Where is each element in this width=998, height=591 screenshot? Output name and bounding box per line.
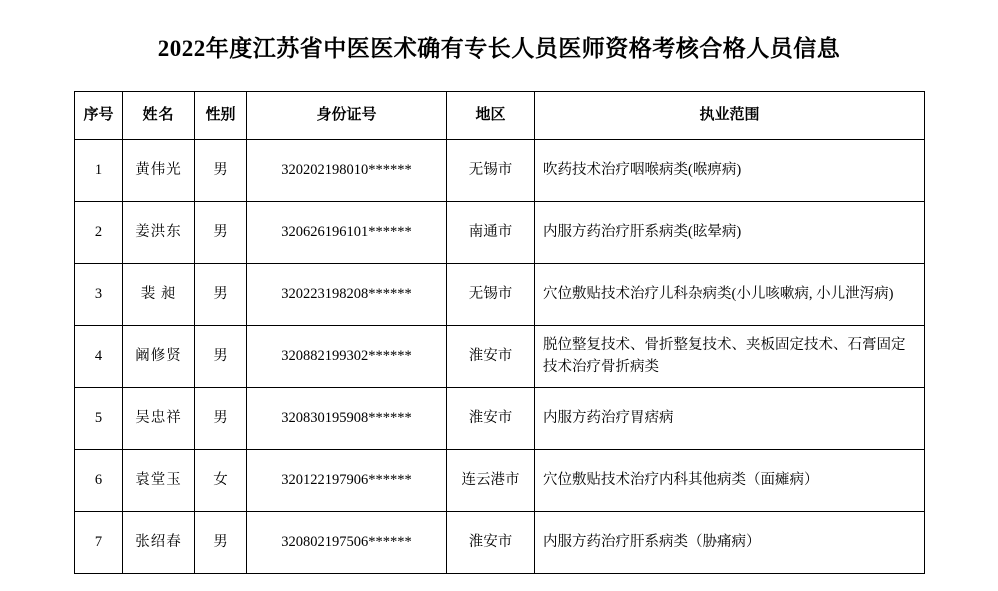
- cell-name: 黄伟光: [123, 140, 195, 202]
- cell-gender: 男: [195, 512, 247, 574]
- cell-region: 无锡市: [447, 140, 535, 202]
- cell-scope: 吹药技术治疗咽喉病类(喉痹病): [535, 140, 925, 202]
- table-container: [0, 91, 998, 574]
- cell-region: 淮安市: [447, 512, 535, 574]
- cell-name: 阚修贤: [123, 326, 195, 388]
- cell-name: 袁堂玉: [123, 450, 195, 512]
- cell-region: 无锡市: [447, 264, 535, 326]
- cell-id-number: 320802197506******: [247, 512, 447, 574]
- qualified-personnel-table: [74, 91, 925, 574]
- cell-region: 淮安市: [447, 326, 535, 388]
- cell-region: 南通市: [447, 202, 535, 264]
- cell-index: 7: [75, 512, 123, 574]
- table-row: [75, 140, 925, 202]
- cell-id-number: 320882199302******: [247, 326, 447, 388]
- column-header-index: 序号: [75, 92, 123, 140]
- table-body: [75, 140, 925, 574]
- cell-scope: 脱位整复技术、骨折整复技术、夹板固定技术、石膏固定技术治疗骨折病类: [535, 326, 925, 388]
- cell-region: 淮安市: [447, 388, 535, 450]
- cell-index: 4: [75, 326, 123, 388]
- cell-region: 连云港市: [447, 450, 535, 512]
- table-row: [75, 202, 925, 264]
- cell-gender: 男: [195, 326, 247, 388]
- column-header-region: 地区: [447, 92, 535, 140]
- cell-scope: 内服方药治疗肝系病类(眩晕病): [535, 202, 925, 264]
- column-header-name: 姓名: [123, 92, 195, 140]
- cell-scope: 穴位敷贴技术治疗儿科杂病类(小儿咳嗽病, 小儿泄泻病): [535, 264, 925, 326]
- cell-gender: 男: [195, 140, 247, 202]
- table-header: [75, 92, 925, 140]
- cell-id-number: 320626196101******: [247, 202, 447, 264]
- table-header-row: [75, 92, 925, 140]
- cell-scope: 穴位敷贴技术治疗内科其他病类（面瘫病）: [535, 450, 925, 512]
- cell-gender: 女: [195, 450, 247, 512]
- cell-gender: 男: [195, 264, 247, 326]
- column-header-id-number: 身份证号: [247, 92, 447, 140]
- cell-id-number: 320830195908******: [247, 388, 447, 450]
- table-row: [75, 450, 925, 512]
- table-row: [75, 512, 925, 574]
- cell-scope: 内服方药治疗肝系病类（胁痛病）: [535, 512, 925, 574]
- page-title: 2022年度江苏省中医医术确有专长人员医师资格考核合格人员信息: [157, 36, 841, 61]
- cell-name: 裴 昶: [123, 264, 195, 326]
- cell-name: 吴忠祥: [123, 388, 195, 450]
- cell-name: 张绍春: [123, 512, 195, 574]
- cell-index: 3: [75, 264, 123, 326]
- cell-index: 2: [75, 202, 123, 264]
- cell-name: 姜洪东: [123, 202, 195, 264]
- cell-index: 6: [75, 450, 123, 512]
- cell-id-number: 320223198208******: [247, 264, 447, 326]
- column-header-scope: 执业范围: [535, 92, 925, 140]
- table-row: [75, 326, 925, 388]
- cell-id-number: 320122197906******: [247, 450, 447, 512]
- cell-gender: 男: [195, 202, 247, 264]
- column-header-gender: 性别: [195, 92, 247, 140]
- cell-scope: 内服方药治疗胃痞病: [535, 388, 925, 450]
- cell-gender: 男: [195, 388, 247, 450]
- table-row: [75, 264, 925, 326]
- cell-index: 5: [75, 388, 123, 450]
- table-row: [75, 388, 925, 450]
- cell-index: 1: [75, 140, 123, 202]
- cell-id-number: 320202198010******: [247, 140, 447, 202]
